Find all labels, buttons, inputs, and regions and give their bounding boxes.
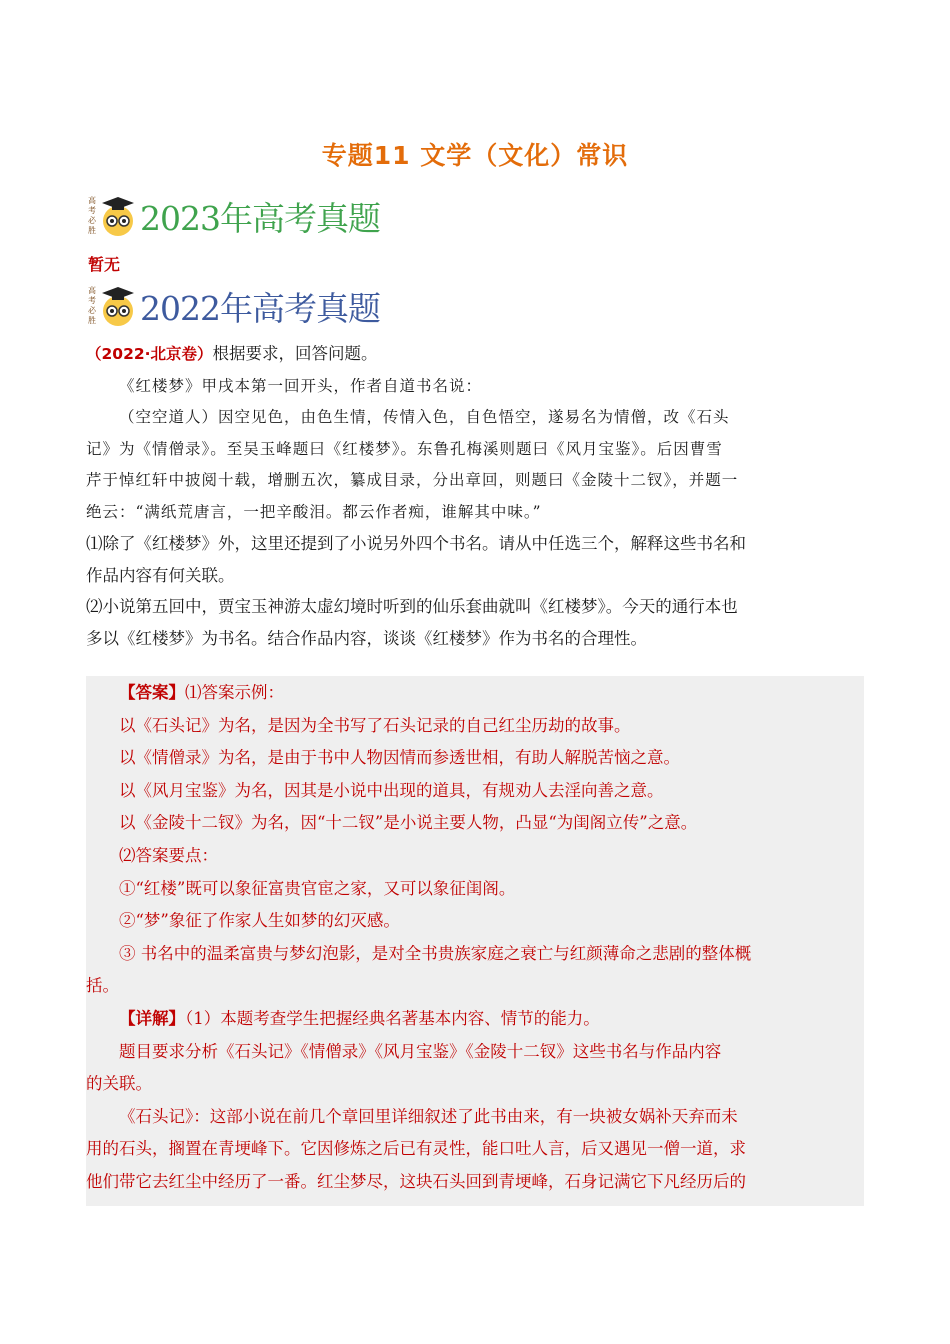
quote-line: 绝云：“满纸荒唐言，一把辛酸泪。都云作者痴，谁解其中味。”: [86, 502, 542, 521]
page-title: 专题11 文学（文化）常识: [321, 141, 629, 170]
sub-question-1: ⑴除了《红楼梦》外，这里还提到了小说另外四个书名。请从中任选三个，解释这些书名和: [86, 534, 746, 553]
quote-line: 芹于悼红轩中披阅十载，增删五次，纂成目录，分出章回，则题曰《金陵十二钗》，并题一: [86, 471, 739, 489]
answer-tag: 【答案】: [119, 683, 185, 702]
detail-line: 题目要求分析《石头记》《情僧录》《风月宝鉴》《金陵十二钗》这些书名与作品内容: [119, 1041, 722, 1061]
section-heading-2023: 2023年高考真题: [140, 198, 380, 238]
question-block: [86, 338, 866, 654]
section-heading-2022: 2022年高考真题: [140, 288, 380, 328]
stone-explanation: 用的石头，搁置在青埂峰下。它因修炼之后已有灵性，能口吐人言，后又遇见一僧一道，求: [86, 1139, 746, 1159]
question-header: [86, 338, 866, 371]
svg-text:必: 必: [88, 306, 96, 315]
answer-part2-title: ⑵答案要点：: [119, 845, 218, 865]
question-source: （2022·北京卷）: [86, 345, 213, 363]
section-header-2023: [86, 190, 380, 242]
sub-question-2: 多以《红楼梦》为书名。结合作品内容，谈谈《红楼梦》作为书名的合理性。: [86, 628, 647, 648]
answer-item: 以《情僧录》为名，是由于书中人物因情而参透世相，有助人解脱苦恼之意。: [119, 748, 680, 768]
question-intro: 《红楼梦》甲戌本第一回开头，作者自道书名说：: [119, 376, 483, 395]
owl-graduate-icon: [86, 281, 136, 331]
answer-point: 括。: [86, 976, 119, 996]
svg-text:考: 考: [88, 206, 96, 215]
answer-header: [86, 677, 864, 710]
owl-graduate-icon: [86, 191, 136, 241]
answer-item: 以《金陵十二钗》为名，因“十二钗”是小说主要人物，凸显“为闺阁立传”之意。: [119, 813, 698, 833]
svg-text:高: 高: [88, 196, 96, 205]
svg-text:必: 必: [88, 216, 96, 225]
answer-point: ①“红楼”既可以象征富贵官宦之家，又可以象征闺阁。: [119, 878, 516, 898]
quote-line: （空空道人）因空见色，由色生情，传情入色，自色悟空，遂易名为情僧，改《石头: [119, 408, 730, 426]
sub-question-1: 作品内容有何关联。: [86, 565, 235, 585]
detail-header: [86, 1003, 864, 1036]
answer-point: ②“梦”象征了作家人生如梦的幻灭感。: [119, 911, 400, 931]
detail-first-line: （1）本题考查学生把握经典名著基本内容、情节的能力。: [185, 1008, 600, 1028]
svg-text:胜: 胜: [88, 226, 96, 235]
svg-text:考: 考: [88, 296, 96, 305]
answer-item: 以《风月宝鉴》为名，因其是小说中出现的道具，有规劝人去淫向善之意。: [119, 780, 664, 800]
detail-line: 的关联。: [86, 1074, 152, 1094]
sub-question-2: ⑵小说第五回中，贾宝玉神游太虚幻境时听到的仙乐套曲就叫《红楼梦》。今天的通行本也: [86, 597, 738, 616]
section-header-2022: [86, 280, 380, 332]
stone-explanation: 《石头记》：这部小说在前几个章回里详细叙述了此书由来，有一块被女娲补天弃而未: [119, 1106, 738, 1126]
quote-line: 记》为《情僧录》。至吴玉峰题曰《红楼梦》。东鲁孔梅溪则题曰《风月宝鉴》。后因曹雪: [86, 439, 723, 458]
detail-tag: 【详解】: [119, 1008, 185, 1028]
answer-point: ③ 书名中的温柔富贵与梦幻泡影，是对全书贵族家庭之衰亡与红颜薄命之悲剧的整体概: [119, 943, 752, 963]
stone-explanation: 他们带它去红尘中经历了一番。红尘梦尽，这块石头回到青埂峰，石身记满它下凡经历后的: [86, 1171, 746, 1191]
answer-panel: [86, 676, 864, 1206]
no-questions-note: 暂无: [88, 255, 121, 274]
answer-part1-title: ⑴答案示例：: [185, 683, 284, 702]
answer-item: 以《石头记》为名，是因为全书写了石头记录的自己红尘历劫的故事。: [119, 715, 631, 735]
svg-text:胜: 胜: [88, 316, 96, 325]
svg-text:高: 高: [88, 286, 96, 295]
question-prompt: 根据要求，回答问题。: [212, 344, 378, 363]
